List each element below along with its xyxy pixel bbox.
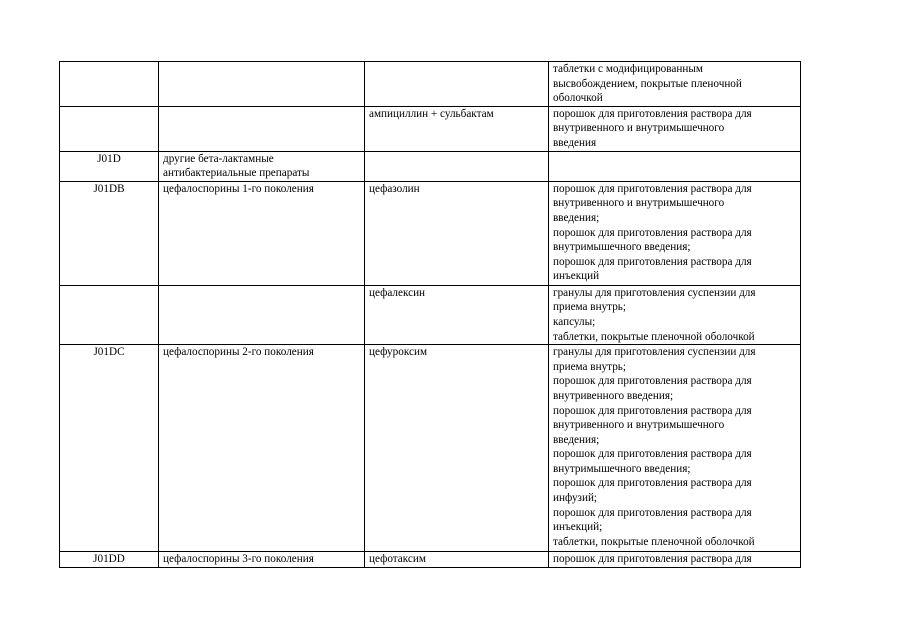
table-row (60, 285, 801, 344)
dosage-form-line: инъекций (553, 270, 600, 283)
dosage-form-line: порошок для приготовления раствора для (553, 477, 752, 490)
atc-code: J01DB (93, 182, 125, 195)
group-name-line: другие бета-лактамные (163, 152, 274, 165)
dosage-form-line: высвобождением, покрытые пленочной (553, 77, 742, 90)
dosage-forms-cell (549, 552, 801, 568)
table-row (60, 181, 801, 285)
dosage-form-line: гранулы для приготовления суспензии для (553, 286, 756, 299)
dosage-form-line: порошок для приготовления раствора для (553, 506, 752, 519)
group-name-line: антибактериальные препараты (163, 167, 310, 180)
dosage-form-line: оболочкой (553, 92, 603, 105)
dosage-form-line: внутривенного и внутримышечного (553, 197, 725, 210)
dosage-forms-cell (549, 151, 801, 181)
atc-code: J01DC (93, 346, 125, 359)
inn-name: цефалексин (369, 286, 426, 299)
dosage-form-line: таблетки, покрытые пленочной оболочкой (553, 535, 755, 548)
table-row (60, 345, 801, 552)
dosage-form-line: порошок для приготовления раствора для (553, 553, 752, 566)
drug-classification-table (59, 61, 801, 568)
dosage-form-line: капсулы; (553, 315, 596, 328)
dosage-form-line: введения (553, 136, 597, 149)
inn-cell (365, 106, 549, 151)
table-row (60, 62, 801, 107)
group-name-cell (159, 62, 365, 107)
dosage-form-line: внутривенного и внутримышечного (553, 122, 725, 135)
dosage-forms-cell (549, 62, 801, 107)
dosage-form-line: порошок для приготовления раствора для (553, 404, 752, 417)
dosage-form-line: таблетки с модифицированным (553, 63, 703, 75)
inn-name: цефотаксим (369, 553, 426, 566)
atc-code-cell (60, 106, 159, 151)
atc-code-cell (60, 345, 159, 552)
dosage-form-line: порошок для приготовления раствора для (553, 107, 752, 120)
atc-code-cell (60, 552, 159, 568)
dosage-form-line: приема внутрь; (553, 301, 626, 314)
atc-code-cell (60, 62, 159, 107)
dosage-forms-cell (549, 285, 801, 344)
atc-code-cell (60, 151, 159, 181)
dosage-form-line: инъекций; (553, 521, 603, 534)
dosage-form-line: внутривенного и внутримышечного (553, 419, 725, 432)
dosage-form-line: гранулы для приготовления суспензии для (553, 346, 756, 359)
dosage-form-line: инфузий; (553, 492, 598, 505)
inn-cell (365, 552, 549, 568)
dosage-form-line: приема внутрь; (553, 360, 626, 373)
table-body (60, 62, 801, 568)
dosage-form-line: введения; (553, 211, 600, 224)
group-name-cell (159, 106, 365, 151)
atc-code: J01DD (93, 553, 125, 566)
dosage-form-line: внутримышечного введения; (553, 462, 691, 475)
dosage-form-line: порошок для приготовления раствора для (553, 448, 752, 461)
group-name-cell (159, 552, 365, 568)
table-row (60, 552, 801, 568)
group-name-line: цефалоспорины 1-го поколения (163, 182, 314, 195)
group-name-cell (159, 345, 365, 552)
dosage-form-line: таблетки, покрытые пленочной оболочкой (553, 330, 755, 343)
dosage-form-line: порошок для приготовления раствора для (553, 255, 752, 268)
group-name-line: цефалоспорины 2-го поколения (163, 346, 314, 359)
dosage-forms-cell (549, 181, 801, 285)
group-name-cell (159, 151, 365, 181)
dosage-forms-cell (549, 106, 801, 151)
dosage-form-line: внутримышечного введения; (553, 241, 691, 254)
inn-name: ампициллин + сульбактам (369, 107, 494, 120)
inn-cell (365, 345, 549, 552)
dosage-form-line: порошок для приготовления раствора для (553, 182, 752, 195)
inn-cell (365, 181, 549, 285)
group-name-cell (159, 285, 365, 344)
atc-code-cell (60, 181, 159, 285)
table-row (60, 151, 801, 181)
dosage-form-line: порошок для приготовления раствора для (553, 375, 752, 388)
inn-name: цефуроксим (369, 346, 428, 359)
group-name-cell (159, 181, 365, 285)
dosage-form-line: введения; (553, 433, 600, 446)
inn-cell (365, 62, 549, 107)
dosage-forms-cell (549, 345, 801, 552)
group-name-line: цефалоспорины 3-го поколения (163, 553, 314, 566)
dosage-form-line: порошок для приготовления раствора для (553, 226, 752, 239)
inn-name: цефазолин (369, 182, 420, 195)
table-row (60, 106, 801, 151)
atc-code: J01D (97, 152, 121, 165)
inn-cell (365, 285, 549, 344)
dosage-form-line: внутривенного введения; (553, 389, 674, 402)
inn-cell (365, 151, 549, 181)
atc-code-cell (60, 285, 159, 344)
